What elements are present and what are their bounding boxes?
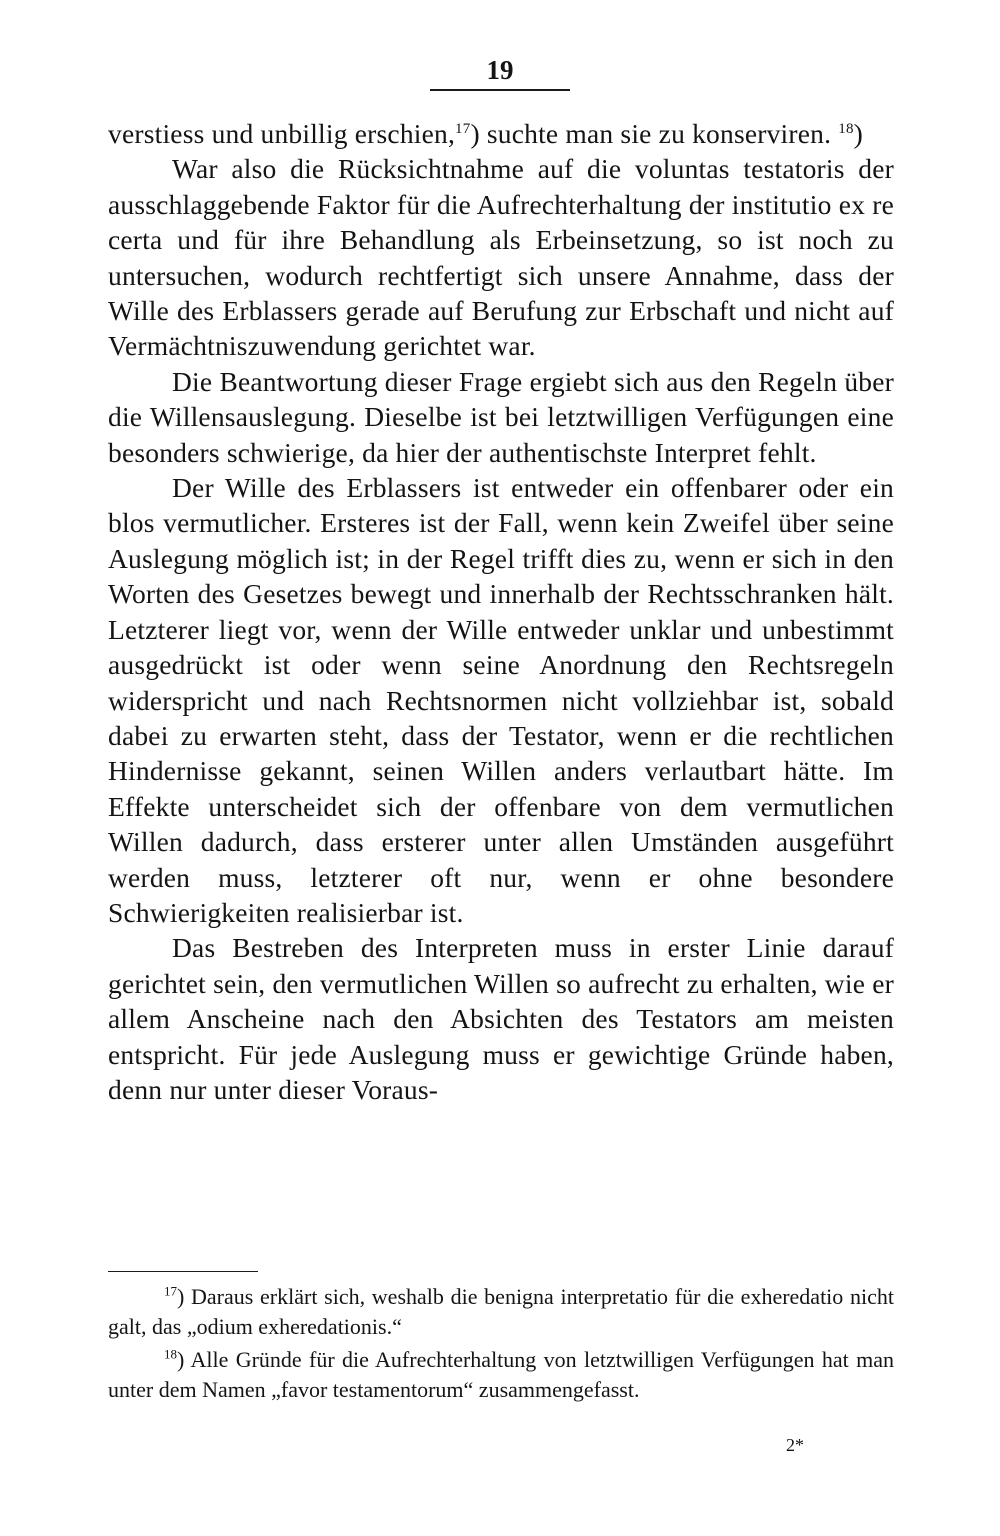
paragraph-text: ) suchte man sie zu konserviren. (470, 118, 832, 149)
paragraph-text: ) (853, 118, 864, 149)
paragraph: Die Beantwortung dieser Frage ergiebt sich aus den Regeln über die Willensauslegung. Dieselbe ist bei letztwilligen Verfügungen eine besonders schwierige, da hier der authentischste Interpret fehlt. (108, 365, 894, 468)
paragraph: Das Bestreben des Interpreten muss in erster Linie darauf gerichtet sein, den vermutlichen Willen so aufrecht zu erhalten, wie er allem Anscheine nach den Absichten des Testators am meisten entspricht. Für jede Auslegung muss er gewichtige Gründe haben, denn nur unter dieser Voraus- (108, 932, 894, 1105)
header-rule (430, 89, 570, 91)
paragraph: War also die Rücksichtnahme auf die voluntas testatoris der ausschlaggebende Faktor für die Aufrechterhaltung der institutio ex re certa und für ihre Behandlung als Erbeinsetzung, so ist noch zu untersuchen, wodurch rechtfertigt sich unsere Annahme, dass der Wille des Erblassers gerade auf Berufung zur Erbschaft und nicht auf Vermächtniszuwendung gerichtet war. (108, 153, 894, 362)
footnotes (108, 1282, 894, 1408)
footnote-marker: 18 (164, 1346, 177, 1362)
footnote-text: ) Alle Gründe für die Aufrechterhaltung von letztwilligen Verfügungen hat man unter dem Namen „favor testamentorum“ zusammengefasst. (108, 1347, 894, 1402)
footnote-text: ) Daraus erklärt sich, weshalb die benigna interpretatio für die exheredatio nicht galt, das „odium exheredationis.“ (108, 1284, 894, 1339)
footnote-rule (108, 1271, 258, 1272)
footnote-reference[interactable]: 18 (838, 120, 854, 137)
footnote-reference[interactable]: 17 (455, 120, 471, 137)
paragraph-text: verstiess und unbillig erschien, (108, 118, 456, 149)
footnote-marker: 17 (164, 1283, 177, 1299)
page-number: 19 (486, 55, 514, 85)
signature-mark: 2* (786, 1435, 804, 1455)
footnote (108, 1282, 894, 1341)
footnote (108, 1345, 894, 1404)
paragraph-continuation (108, 116, 894, 151)
body-text (108, 116, 894, 1107)
paragraph: Der Wille des Erblassers ist entweder ein offenbarer oder ein blos vermutlicher. Ersteres ist der Fall, wenn kein Zweifel über seine Auslegung möglich ist; in der Regel trifft dies zu, wenn er sich in den Worten des Gesetzes bewegt und innerhalb der Rechtsschranken hält. Letzterer liegt vor, wenn der Wille entweder unklar und unbestimmt ausgedrückt ist oder wenn seine Anordnung den Rechtsregeln widerspricht und nach Rechtsnormen nicht vollziehbar ist, sobald dabei zu erwarten steht, dass der Testator, wenn er die rechtlichen Hindernisse gekannt, seinen Willen anders verlautbart hätte. Im Effekte unterscheidet sich der offenbare von dem vermutlichen Willen dadurch, dass ersterer unter allen Umständen ausgeführt werden muss, letzterer oft nur, wenn er ohne besondere Schwierigkeiten realisierbar ist. (108, 472, 894, 928)
